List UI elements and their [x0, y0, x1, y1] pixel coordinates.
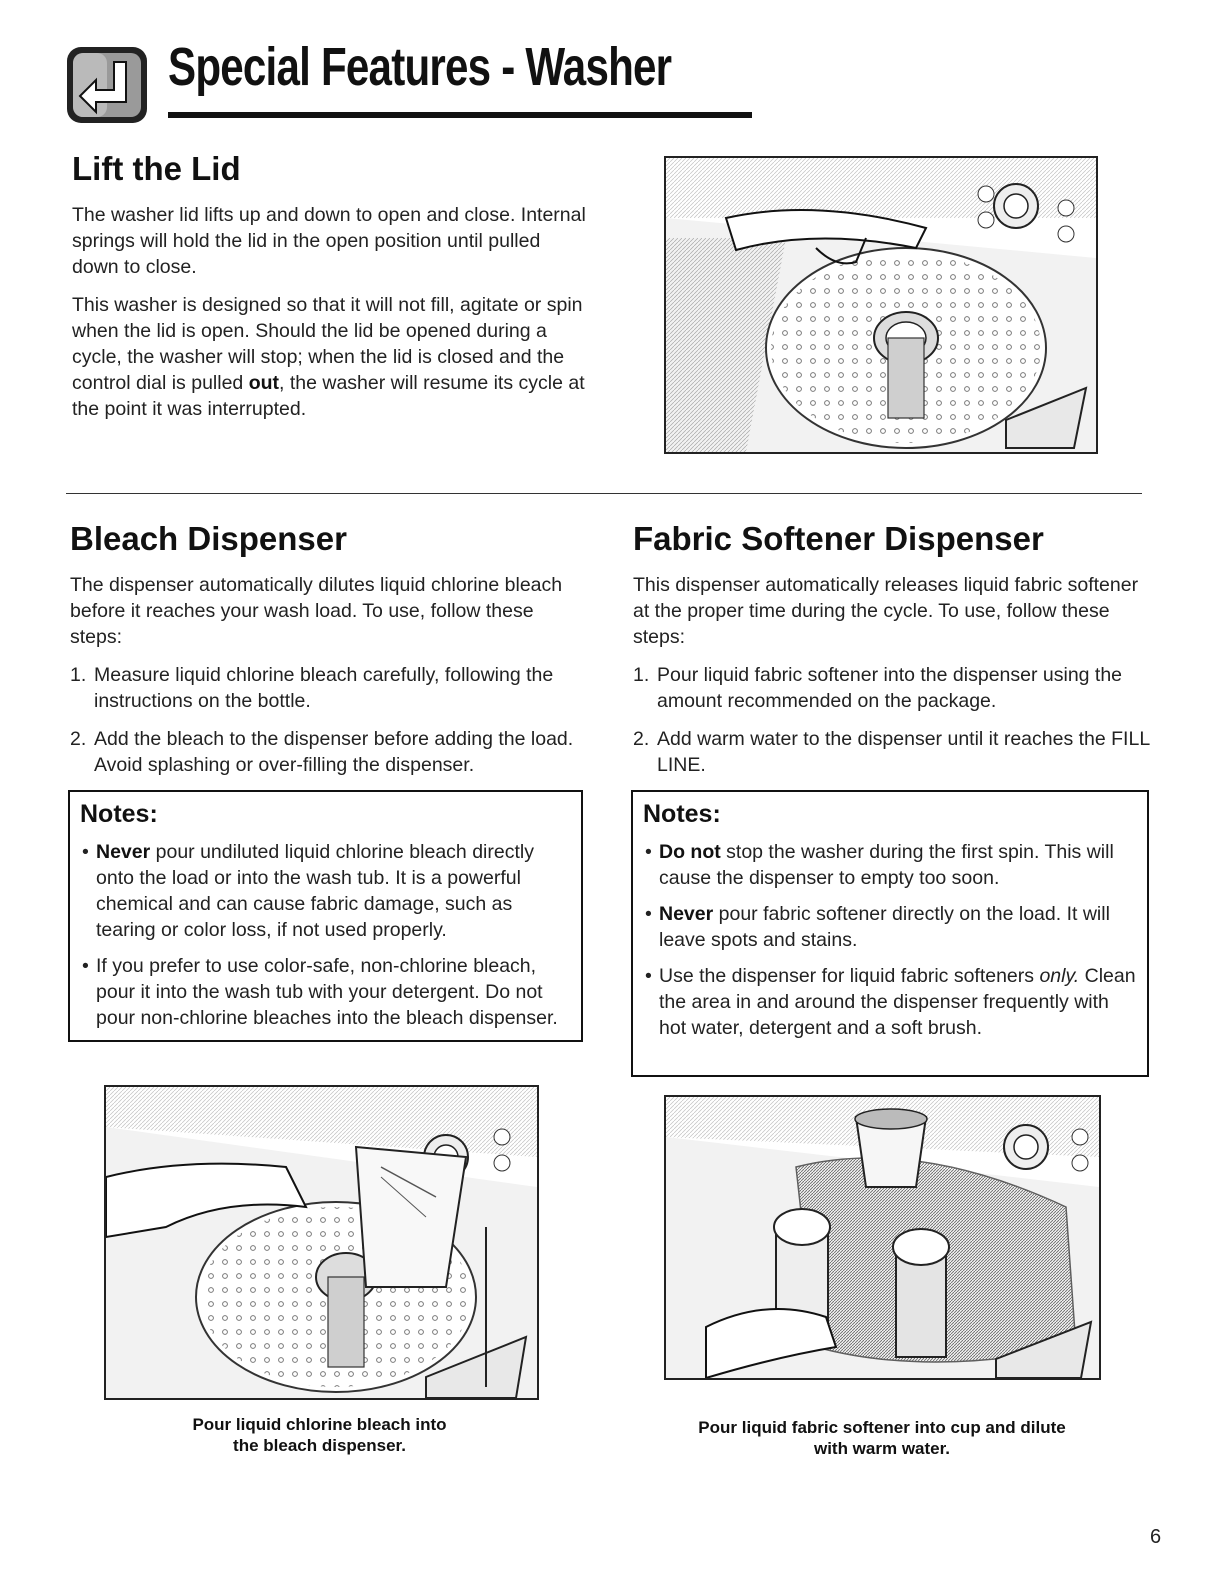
title-underline: [168, 112, 752, 118]
notes-title: Notes:: [80, 800, 158, 828]
page-number: 6: [1150, 1526, 1162, 1548]
softener-steps-list: [633, 662, 1153, 790]
list-item: • Never pour fabric softener directly on the load. It will leave spots and stains.: [645, 903, 1110, 951]
bleach-notes-list: [80, 839, 573, 1031]
softener-caption: Pour liquid fabric softener into cup and dilute with warm water.: [698, 1418, 1066, 1458]
arrow-badge-icon: [66, 46, 148, 124]
lid-paragraph-1: The washer lid lifts up and down to open and close. Internal springs will hold the lid in the open position until pulled down to close.: [72, 204, 586, 278]
section-divider: [66, 493, 1142, 494]
list-item: 2. Add warm water to the dispenser until it reaches the FILL LINE.: [633, 728, 1150, 776]
bleach-steps-list: [70, 662, 590, 790]
bleach-intro: The dispenser automatically dilutes liquid chlorine bleach before it reaches your wash load. To use, follow these steps:: [70, 574, 563, 648]
list-item: • Use the dispenser for liquid fabric softeners only. Clean the area in and around the dispenser frequently with hot water, detergent and a soft brush.: [645, 965, 1136, 1039]
lift-the-lid-heading: Lift the Lid: [72, 150, 241, 187]
list-item: • Never pour undiluted liquid chlorine bleach directly onto the load or into the wash tub. It is a powerful chemical and can cause fabric damage, such as tearing or color loss, if not used properly.: [82, 841, 534, 941]
list-item: • If you prefer to use color-safe, non-chlorine bleach, pour it into the wash tub with your detergent. Do not pour non-chlorine bleaches into the bleach dispenser.: [82, 955, 558, 1029]
page-title: Special Features - Washer: [168, 37, 672, 97]
bleach-notes-box: [68, 790, 583, 1042]
list-item: 2. Add the bleach to the dispenser before adding the load. Avoid splashing or over-filling the dispenser.: [70, 728, 574, 776]
fabric-softener-heading: Fabric Softener Dispenser: [633, 520, 1044, 557]
bleach-illustration: [104, 1085, 539, 1400]
notes-title: Notes:: [643, 800, 721, 828]
bleach-caption: Pour liquid chlorine bleach into the bleach dispenser.: [192, 1415, 447, 1455]
softener-illustration: [664, 1095, 1101, 1380]
bold-out: out: [248, 372, 280, 394]
softener-intro: This dispenser automatically releases liquid fabric softener at the proper time during the cycle. To use, follow these steps:: [633, 574, 1139, 648]
softener-notes-box: [631, 790, 1149, 1077]
softener-notes-list: [643, 839, 1139, 1041]
list-item: • Do not stop the washer during the first spin. This will cause the dispenser to empty too soon.: [645, 841, 1114, 889]
list-item: 1. Pour liquid fabric softener into the dispenser using the amount recommended on the package.: [633, 664, 1123, 712]
lid-paragraph-2: This washer is designed so that it will not fill, agitate or spin when the lid is open. Should the lid be opened during a cycle, the washer will stop; when the lid is closed and the control dial is pulled out, the washer will resume its cycle at the point it was interrupted.: [72, 294, 585, 420]
list-item: 1. Measure liquid chlorine bleach carefully, following the instructions on the bottle.: [70, 664, 554, 712]
lid-illustration: [664, 156, 1098, 454]
bleach-dispenser-heading: Bleach Dispenser: [70, 520, 347, 557]
